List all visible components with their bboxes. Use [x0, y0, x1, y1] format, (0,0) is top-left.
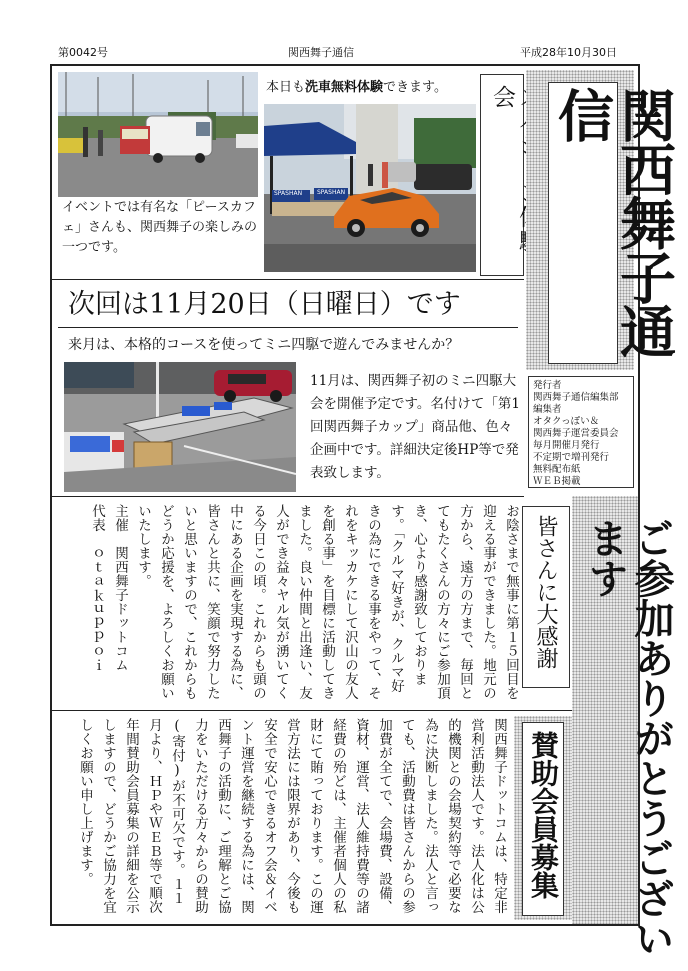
thanks-label: 皆さんに大感謝	[533, 515, 558, 669]
photo-mini4wd-course	[64, 362, 296, 492]
support-label-box	[522, 722, 564, 916]
header-paper-name: 関西舞子通信	[288, 46, 354, 59]
spashan-label: 会	[489, 85, 515, 109]
masthead-info-line: 関西舞子運営委員会	[533, 428, 619, 439]
thanks-body: お陰さまで無事に第１５回目を迎える事ができました。地元の方から、遠方の方まで、毎回とてもたくさんの方々にご参加頂き、心より感謝致しております。「クルマ好きが、クルマ好きの為にできる事をやって、それをキッカケにして沢山の友人を創る事」を目標に活動してきました。良い仲間と出逢い、友人ができ益々ヤル気が湧いてくる今日この頃。これからも頭の中にある企画を実現する為に、皆さんと共に、笑顔で努力したいと思いますので、これからもどうか応援を、よろしくお願いいたします。	[135, 504, 519, 700]
photo-spashan-tent	[264, 104, 476, 272]
masthead-info-line: 編集者	[533, 404, 562, 415]
photo-cafe-truck	[58, 72, 258, 197]
masthead-info-line: ＷＥＢ掲載	[533, 476, 581, 487]
thanks-article	[60, 504, 522, 704]
photo2-caption-pre: 本日も	[266, 80, 306, 95]
issue-date: 平成28年10月30日	[520, 46, 617, 59]
thanks-representative: 代表 ｏｔａｋｕｐｐｏｉ	[89, 504, 105, 672]
support-divider	[52, 710, 572, 711]
masthead-info-line: 関西舞子通信編集部	[533, 392, 619, 403]
next-event-subline: 来月は、本格的コースを使ってミニ四駆で遊んでみませんか？	[68, 337, 460, 353]
headline-underline	[58, 327, 518, 328]
photo2-caption-post: できます。	[383, 80, 447, 95]
masthead-info-box	[528, 376, 634, 488]
masthead-title-box	[548, 82, 677, 364]
next-event-headline: 次回は11月20日（日曜日）です	[68, 289, 461, 320]
thanks-signature: 主催 関西舞子ドットコム	[112, 504, 128, 672]
masthead-title: 関西舞子通信	[549, 87, 677, 357]
masthead-info-line: 発行者	[533, 380, 562, 391]
tent-banner-logo-1: SPASHAN	[274, 190, 303, 197]
issue-number: 第0042号	[58, 46, 108, 59]
support-body: 関西舞子ドットコムは、特定非営利活動法人です。法人化は公的機関との会場契約等で必要な為に決断しました。法人と言っても、活動費は皆さんからの参加費が全てで、会場費、設備、資材、運営、法人維持費等の諸経費の殆どは、主催者個人の私財にて賄っております。この運営方法には限界があり、今後も安全で安心できるオフ会＆イベント運営を継続する為には、関西舞子の活動に、ご理解とご協力をいただける方々からの賛助(寄付)が不可欠です。１１月より、ＨＰやＷＥＢ等で順次年間賛助会員募集の詳細を公示しますので、どうかご協力を宜しくお願い申し上げます。	[77, 718, 507, 914]
support-label: 賛助会員募集	[527, 731, 560, 899]
divider	[52, 279, 524, 280]
photo2-caption-bold: 洗車無料体験	[305, 80, 384, 95]
masthead-info-list	[529, 377, 633, 491]
section-divider	[52, 496, 524, 497]
masthead-info-line: 無料配布紙	[533, 464, 581, 475]
tent-banner-logo-2: SPASHAN	[317, 189, 346, 196]
thanks-headline: ご参加ありがとうございます	[582, 518, 675, 958]
masthead-info-line: 不定期で増刊発行	[533, 452, 610, 463]
spashan-label-box	[480, 74, 524, 276]
thanks-label-box	[522, 506, 570, 688]
masthead-info-line: オタクっぽい＆	[533, 416, 600, 427]
photo1-caption: イベントでは有名な「ピースカフェ」さんも、関西舞子の楽しみの一つです。	[62, 200, 258, 255]
next-event-body: 11月は、関西舞子初のミニ四駆大会を開催予定です。名付けて「第1回関西舞子カップ」商品他、色々企画中です。詳細決定後HP等で発表致します。	[310, 373, 521, 481]
photo2-caption	[266, 78, 476, 98]
masthead-info-line: 毎月開催月発行	[533, 440, 600, 451]
